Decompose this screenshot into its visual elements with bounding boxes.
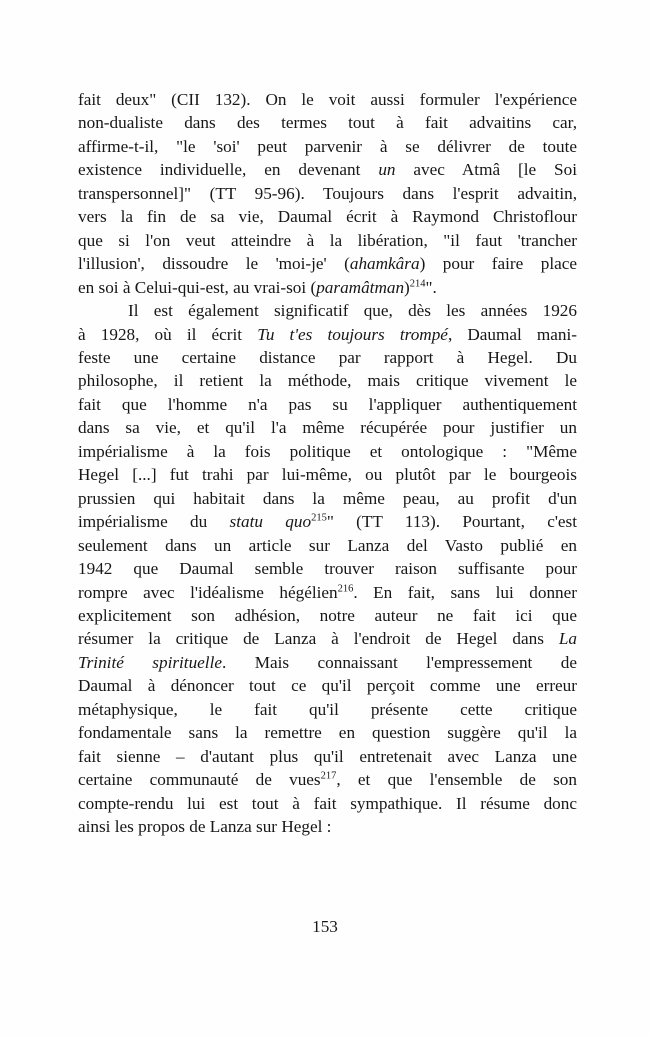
text-line xyxy=(78,111,577,134)
footnote-reference: 214 xyxy=(409,278,426,290)
text-segment: certaine communauté de vues xyxy=(78,770,321,790)
text-segment: rompre avec l'idéalisme hégélien xyxy=(78,582,338,602)
text-segment: dans sa vie, et qu'il l'a même récupérée pour justifier un xyxy=(78,418,577,438)
text-segment: ". xyxy=(425,277,437,297)
text-line xyxy=(78,581,577,604)
text-line xyxy=(78,299,577,322)
text-line xyxy=(78,487,577,510)
italic-text: Trinité spirituelle xyxy=(78,652,222,672)
text-segment: feste une certaine distance par rapport à Hegel. Du xyxy=(78,347,577,367)
text-line xyxy=(78,135,577,158)
text-segment: métaphysique, le fait qu'il présente cette critique xyxy=(78,699,577,719)
text-line xyxy=(78,651,577,674)
text-segment: en soi à Celui-qui-est, au vrai-soi ( xyxy=(78,277,317,297)
italic-text: paramâtman xyxy=(316,277,405,297)
text-line xyxy=(78,627,577,650)
italic-text: ahamkâra xyxy=(349,254,420,274)
text-segment: impérialisme à la fois politique et ontologique : "Même xyxy=(78,441,577,461)
text-segment: fondamentale sans la remettre en question suggère qu'il la xyxy=(78,723,577,743)
text-segment: seulement dans un article sur Lanza del Vasto publié en xyxy=(78,535,577,555)
text-segment: que si l'on veut atteindre à la libération, "il faut 'trancher xyxy=(78,230,577,250)
text-segment: Daumal à dénoncer tout ce qu'il perçoit comme une erreur xyxy=(78,676,577,696)
footnote-reference: 217 xyxy=(320,770,337,782)
text-segment: Il est également significatif que, dès les années 1926 xyxy=(128,301,577,321)
text-segment: ) pour faire place xyxy=(419,254,577,274)
text-line xyxy=(78,815,577,838)
text-line xyxy=(78,346,577,369)
text-line xyxy=(78,510,577,533)
text-line xyxy=(78,463,577,486)
text-segment: affirme-t-il, "le 'soi' peut parvenir à se délivrer de toute xyxy=(78,136,577,156)
text-segment: à 1928, où il écrit xyxy=(78,324,258,344)
text-line xyxy=(78,674,577,697)
text-segment: , Daumal mani- xyxy=(447,324,577,344)
text-segment: philosophe, il retient la méthode, mais critique vivement le xyxy=(78,371,577,391)
text-line xyxy=(78,768,577,791)
text-segment: ainsi les propos de Lanza sur Hegel : xyxy=(78,817,332,837)
text-line xyxy=(78,557,577,580)
text-line xyxy=(78,229,577,252)
text-line xyxy=(78,205,577,228)
text-line xyxy=(78,745,577,768)
text-segment: vers la fin de sa vie, Daumal écrit à Raymond Christoflour xyxy=(78,207,577,227)
text-segment: . Mais connaissant l'empressement de xyxy=(221,652,577,672)
text-segment: 1942 que Daumal semble trouver raison suffisante pour xyxy=(78,559,577,579)
text-segment: résumer la critique de Lanza à l'endroit de Hegel dans xyxy=(78,629,559,649)
text-segment: fait que l'homme n'a pas su l'appliquer authentiquement xyxy=(78,394,577,414)
text-segment: l'illusion', dissoudre le 'moi-je' ( xyxy=(78,254,350,274)
footnote-reference: 215 xyxy=(311,512,327,524)
text-line xyxy=(78,534,577,557)
italic-text: La xyxy=(558,629,577,649)
text-line xyxy=(78,88,577,111)
text-segment: Hegel [...] fut trahi par lui-même, ou plutôt par le bourgeois xyxy=(78,465,577,485)
text-line xyxy=(78,182,577,205)
text-line xyxy=(78,416,577,439)
text-segment: . En fait, sans lui donner xyxy=(353,582,577,602)
text-line xyxy=(78,721,577,744)
text-segment: avec Atmâ [le Soi xyxy=(395,160,577,180)
text-line xyxy=(78,276,577,299)
text-line xyxy=(78,792,577,815)
text-line xyxy=(78,393,577,416)
body-text xyxy=(78,88,577,839)
text-segment: , et que l'ensemble de son xyxy=(336,770,577,790)
text-segment: fait sienne – d'autant plus qu'il entretenait avec Lanza une xyxy=(78,746,577,766)
footnote-reference: 216 xyxy=(337,583,354,595)
italic-text: un xyxy=(378,160,396,180)
text-segment: ) xyxy=(404,277,410,297)
text-segment: fait deux" (CII 132). On le voit aussi formuler l'expérience xyxy=(78,90,577,109)
text-line xyxy=(78,369,577,392)
text-segment: impérialisme du xyxy=(78,512,230,532)
italic-text: Tu t'es toujours trompé xyxy=(257,324,448,344)
italic-text: statu quo xyxy=(229,512,312,532)
text-line xyxy=(78,323,577,346)
text-line xyxy=(78,604,577,627)
text-line xyxy=(78,440,577,463)
text-line xyxy=(78,252,577,275)
text-line xyxy=(78,698,577,721)
text-segment: existence individuelle, en devenant xyxy=(78,160,379,180)
text-segment: transpersonnel]" (TT 95-96). Toujours dans l'esprit advaitin, xyxy=(78,183,577,203)
text-line xyxy=(78,158,577,181)
text-segment: non-dualiste dans des termes tout à fait advaitins car, xyxy=(78,113,577,133)
text-segment: explicitement son adhésion, notre auteur ne fait ici que xyxy=(78,605,577,625)
text-segment: compte-rendu lui est tout à fait sympathique. Il résume donc xyxy=(78,793,577,813)
text-segment: prussien qui habitait dans la même peau, au profit d'un xyxy=(78,488,577,508)
page-number: 153 xyxy=(312,917,338,936)
text-segment: " (TT 113). Pourtant, c'est xyxy=(326,512,578,532)
